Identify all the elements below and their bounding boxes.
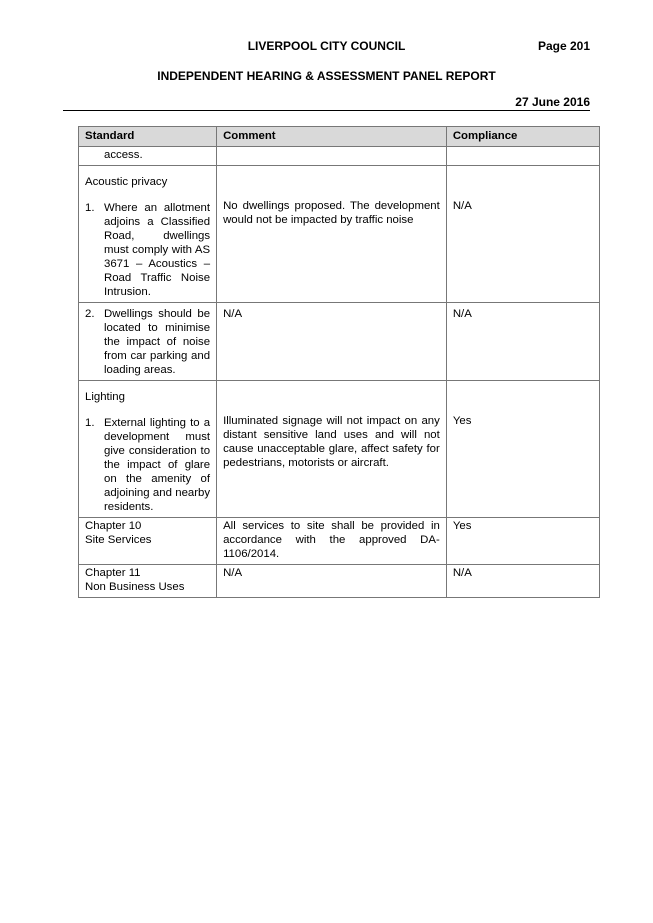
page-number: Page 201 (537, 39, 590, 53)
compliance-value: Yes (452, 415, 472, 427)
column-header-comment: Comment (217, 127, 447, 147)
list-number: 1. (85, 202, 95, 214)
comment-cell (217, 166, 447, 303)
list-number: 1. (85, 417, 95, 429)
standard-cell (79, 166, 217, 303)
header-divider (63, 110, 590, 111)
table-row-lighting-1 (79, 381, 600, 518)
standard-cell (79, 381, 217, 518)
comment-text: Illuminated signage will not impact on any distant sensitive land uses and will not cause unacceptable glare, affect safety for pedestrians, motorists or aircraft. (223, 415, 440, 469)
list-item (85, 416, 210, 514)
chapter-title: Site Services (85, 534, 152, 546)
compliance-table (78, 126, 600, 598)
compliance-cell: Yes (446, 518, 599, 565)
compliance-cell: N/A (446, 565, 599, 598)
comment-cell (217, 381, 447, 518)
compliance-cell (446, 381, 599, 518)
section-heading-lighting: Lighting (85, 391, 125, 403)
standard-cell (79, 303, 217, 381)
report-date: 27 June 2016 (515, 95, 590, 109)
comment-text: No dwellings proposed. The development would not be impacted by traffic noise (223, 200, 440, 226)
column-header-standard: Standard (79, 127, 217, 147)
empty-cell (217, 147, 447, 166)
list-item (85, 201, 210, 299)
table-row-continuation (79, 147, 600, 166)
chapter-number: Chapter 11 (85, 567, 141, 579)
compliance-cell (446, 166, 599, 303)
standard-cell (79, 565, 217, 598)
section-heading-acoustic: Acoustic privacy (85, 176, 168, 188)
compliance-value: N/A (452, 200, 472, 212)
empty-cell (446, 147, 599, 166)
council-name: LIVERPOOL CITY COUNCIL (247, 39, 406, 53)
compliance-cell: N/A (446, 303, 599, 381)
table-header-row (79, 127, 600, 147)
table-row-acoustic-2 (79, 303, 600, 381)
standard-text: External lighting to a development must give consideration to the impact of glare on the amenity of adjoining and nearby residents. (104, 417, 211, 513)
column-header-compliance: Compliance (446, 127, 599, 147)
comment-cell: N/A (217, 303, 447, 381)
table-row-chapter-11 (79, 565, 600, 598)
comment-cell: All services to site shall be provided in accordance with the approved DA-1106/2014. (217, 518, 447, 565)
standard-text: Where an allotment adjoins a Classified Road, dwellings must comply with AS 3671 – Acoustics – Road Traffic Noise Intrusion. (104, 202, 211, 298)
standard-text: Dwellings should be located to minimise the impact of noise from car parking and loading areas. (104, 308, 211, 376)
continuation-cell: access. (79, 147, 217, 166)
report-title: INDEPENDENT HEARING & ASSESSMENT PANEL REPORT (157, 69, 496, 83)
list-number: 2. (85, 308, 95, 320)
chapter-number: Chapter 10 (85, 520, 142, 532)
comment-cell: N/A (217, 565, 447, 598)
chapter-title: Non Business Uses (85, 581, 185, 593)
table-row-acoustic-1 (79, 166, 600, 303)
list-item (85, 307, 210, 377)
table-row-chapter-10 (79, 518, 600, 565)
standard-cell (79, 518, 217, 565)
